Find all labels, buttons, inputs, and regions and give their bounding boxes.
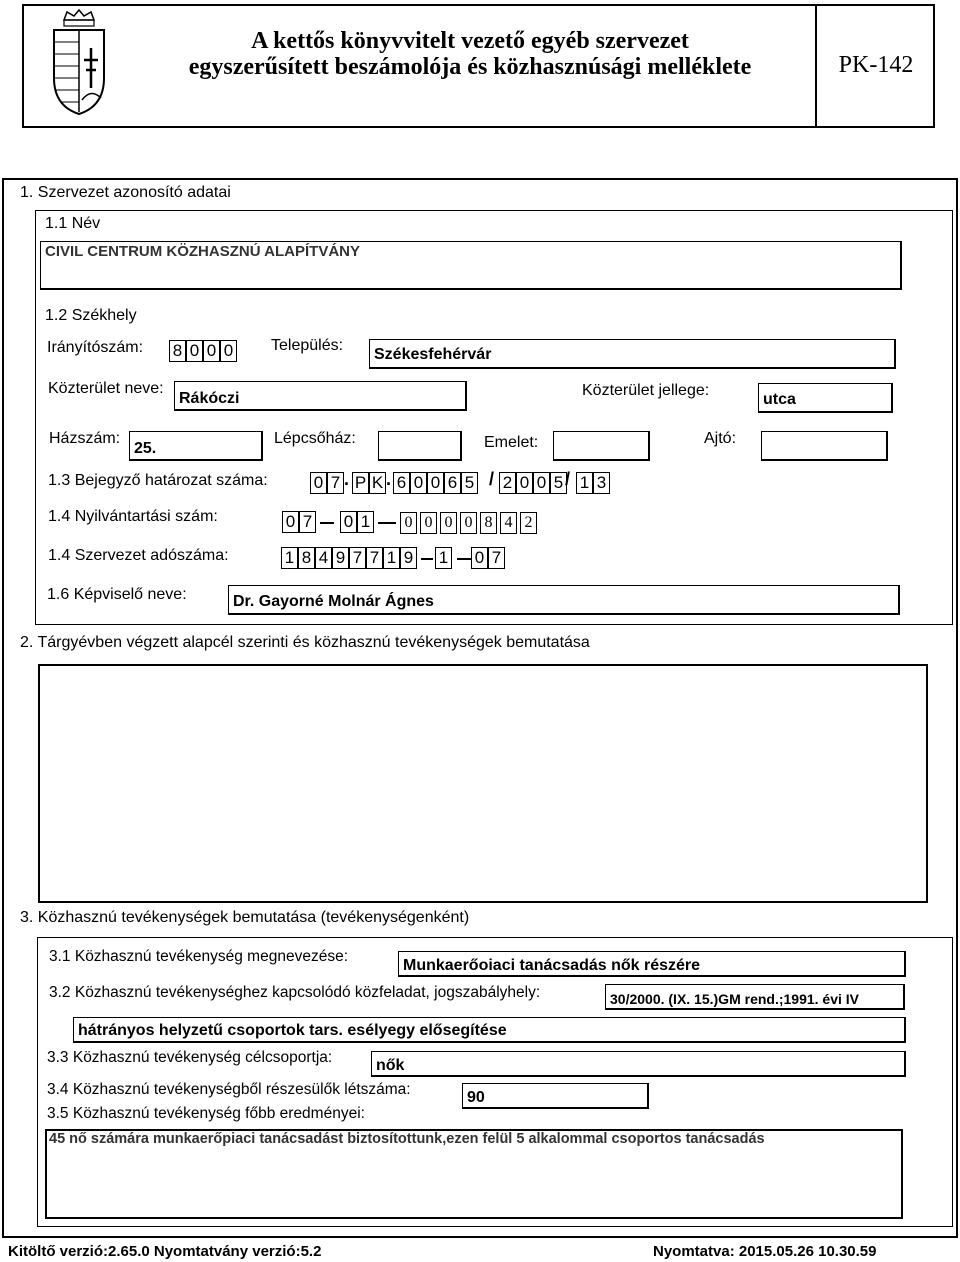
- reg-decision-digit-cell: 1: [576, 472, 593, 494]
- floor-label: Emelet:: [484, 434, 539, 451]
- registry-digit-cell: 0: [282, 511, 299, 533]
- registry-dash: [378, 522, 396, 524]
- reg-decision-separator: .: [386, 469, 392, 489]
- reg-decision-digit-cell: 0: [427, 472, 444, 494]
- registry-digit-cell: 0: [440, 512, 457, 534]
- door-field[interactable]: [761, 431, 888, 461]
- house-field[interactable]: [129, 431, 263, 461]
- task-label: 3.2 Közhasznú tevékenységhez kapcsolódó közfeladat, jogszabályhely:: [49, 984, 541, 1001]
- street-value: Rákóczi: [179, 390, 240, 407]
- stair-label: Lépcsőház:: [274, 430, 356, 447]
- street-label: Közterület neve:: [48, 380, 164, 397]
- reg-decision-label: 1.3 Bejegyző határozat száma:: [48, 472, 268, 489]
- street-type-value: utca: [763, 391, 796, 408]
- house-label: Házszám:: [49, 430, 121, 447]
- city-label: Település:: [271, 337, 344, 354]
- reg-decision-digit-cell: 0: [310, 472, 327, 494]
- reg-decision-digit-cell: 6: [393, 472, 410, 494]
- registry-digit-cell: 2: [520, 512, 537, 534]
- results-field[interactable]: [45, 1129, 903, 1219]
- beneficiaries-field[interactable]: [462, 1083, 649, 1109]
- zip-digit-cell: 0: [186, 340, 203, 362]
- registry-digit-cell: 0: [400, 512, 417, 534]
- reg-decision-digit-cell: 2: [499, 472, 516, 494]
- footer-version: Kitöltő verzió:2.65.0 Nyomtatvány verzió:5.2: [8, 1243, 322, 1260]
- section2-title: 2. Tárgyévben végzett alapcél szerinti és közhasznú tevékenységek bemutatása: [20, 634, 590, 651]
- beneficiaries-value: 90: [467, 1089, 485, 1106]
- beneficiaries-label: 3.4 Közhasznú tevékenységből részesülők létszáma:: [47, 1081, 411, 1098]
- coat-of-arms-icon: [44, 8, 114, 118]
- registry-digit-cell: 1: [357, 511, 374, 533]
- task-field2[interactable]: [73, 1017, 906, 1043]
- section1-title: 1. Szervezet azonosító adatai: [20, 184, 231, 201]
- activity-value: Munkaerőoiaci tanácsadás nők részére: [403, 957, 701, 974]
- tax-digit-cell: 9: [332, 547, 349, 569]
- name-field[interactable]: [40, 241, 902, 290]
- zip-digit-cell: 0: [220, 340, 237, 362]
- reg-decision-separator: /: [565, 469, 571, 489]
- tax-digit-cell: 4: [315, 547, 332, 569]
- house-value: 25.: [134, 440, 157, 457]
- street-type-field[interactable]: [758, 383, 893, 413]
- tax-digit-cell: 7: [349, 547, 366, 569]
- activity-label: 3.1 Közhasznú tevékenység megnevezése:: [49, 948, 348, 965]
- name-value: CIVIL CENTRUM KÖZHASZNÚ ALAPÍTVÁNY: [45, 243, 360, 260]
- results-label: 3.5 Közhasznú tevékenység főbb eredményei:: [47, 1105, 365, 1122]
- door-label: Ajtó:: [704, 430, 737, 447]
- reg-decision-digit-cell: 7: [327, 472, 344, 494]
- seat-label: 1.2 Székhely: [45, 307, 137, 324]
- tax-dash: [457, 558, 471, 560]
- reg-decision-digit-cell: 6: [444, 472, 461, 494]
- registry-digit-cell: 8: [480, 512, 497, 534]
- reg-decision-digit-cell: K: [369, 472, 386, 494]
- reg-decision-digit-cell: 3: [593, 472, 610, 494]
- floor-field[interactable]: [553, 431, 650, 461]
- zip-digit-cell: 0: [203, 340, 220, 362]
- target-label: 3.3 Közhasznú tevékenység célcsoportja:: [47, 1049, 333, 1066]
- reg-decision-digit-cell: 0: [516, 472, 533, 494]
- form-title-line1: A kettős könyvvitelt vezető egyéb szervezet: [251, 28, 689, 54]
- results-value: 45 nő számára munkaerőpiaci tanácsadást biztosítottunk,ezen felül 5 alkalommal csoportos tanácsadás: [49, 1131, 765, 1147]
- tax-digit-cell: 1: [383, 547, 400, 569]
- registry-digit-cell: 7: [299, 511, 316, 533]
- target-field[interactable]: [371, 1051, 906, 1077]
- reg-decision-digit-cell: 5: [550, 472, 567, 494]
- tax-digit-cell: 8: [298, 547, 315, 569]
- task-field[interactable]: [605, 984, 905, 1010]
- rep-label: 1.6 Képviselő neve:: [47, 586, 187, 603]
- street-type-label: Közterület jellege:: [582, 382, 710, 399]
- street-field[interactable]: [174, 381, 467, 411]
- registry-digit-cell: 0: [340, 511, 357, 533]
- footer-printed: Nyomtatva: 2015.05.26 10.30.59: [653, 1243, 877, 1260]
- tax-digit-cell: 0: [471, 547, 488, 569]
- registry-dash: [320, 522, 334, 524]
- tax-dash: [421, 558, 433, 560]
- reg-decision-digit-cell: P: [352, 472, 369, 494]
- tax-digit-cell: 1: [435, 547, 452, 569]
- rep-value: Dr. Gayorné Molnár Ágnes: [233, 593, 434, 610]
- reg-decision-digit-cell: 0: [533, 472, 550, 494]
- activity-field[interactable]: [398, 951, 906, 977]
- name-label: 1.1 Név: [45, 215, 101, 232]
- section2-content-box[interactable]: [38, 664, 928, 903]
- task-value2: hátrányos helyzetű csoportok tars. esélyegy elősegítése: [78, 1022, 507, 1039]
- tax-digit-cell: 9: [400, 547, 417, 569]
- tax-digit-cell: 7: [488, 547, 505, 569]
- rep-field[interactable]: [228, 585, 900, 615]
- registry-digit-cell: 4: [500, 512, 517, 534]
- registry-digit-cell: 0: [420, 512, 437, 534]
- registry-digit-cell: 0: [460, 512, 477, 534]
- tax-digit-cell: 1: [281, 547, 298, 569]
- target-value: nők: [376, 1057, 405, 1074]
- section3-title: 3. Közhasznú tevékenységek bemutatása (tevékenységenként): [20, 909, 470, 926]
- registry-label: 1.4 Nyilvántartási szám:: [48, 508, 218, 525]
- form-code: PK-142: [838, 52, 914, 78]
- reg-decision-digit-cell: 0: [410, 472, 427, 494]
- city-value: Székesfehérvár: [374, 346, 492, 363]
- city-field[interactable]: [369, 339, 896, 369]
- zip-label: Irányítószám:: [47, 339, 144, 356]
- zip-digit-cell: 8: [169, 340, 186, 362]
- reg-decision-separator: .: [344, 469, 350, 489]
- stair-field[interactable]: [378, 431, 462, 461]
- form-title-line2: egyszerűsített beszámolója és közhasznúsági melléklete: [188, 54, 752, 80]
- task-value: 30/2000. (IX. 15.)GM rend.;1991. évi IV: [610, 991, 860, 1007]
- form-title: [128, 28, 812, 80]
- reg-decision-digit-cell: 5: [461, 472, 478, 494]
- reg-decision-separator: /: [489, 469, 495, 489]
- tax-digit-cell: 7: [366, 547, 383, 569]
- tax-label: 1.4 Szervezet adószáma:: [48, 547, 229, 564]
